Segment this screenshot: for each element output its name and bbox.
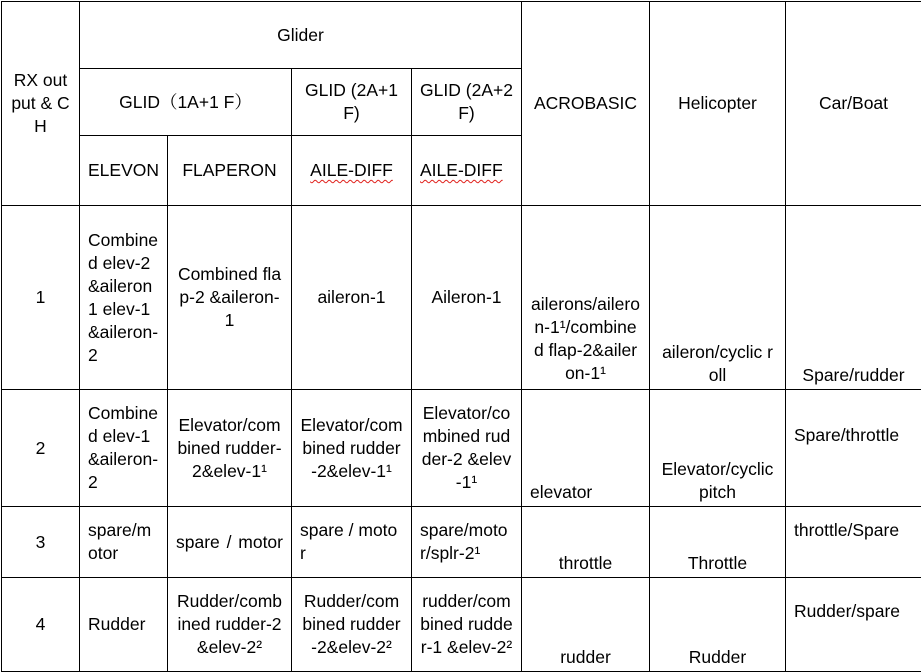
table-row (2, 507, 921, 578)
channel-number: 3 (2, 507, 80, 578)
elevon-header: ELEVON (80, 136, 168, 206)
flaperon-cell: spare / motor (168, 507, 292, 578)
glid-2a1f-header: GLID (2A+1F) (292, 69, 412, 136)
aile-diff-cell-1: aileron-1 (292, 206, 412, 390)
aile-diff-label-2: AILE-DIFF (420, 160, 503, 180)
glider-header: Glider (80, 2, 522, 69)
helicopter-cell: aileron/cyclic roll (650, 206, 786, 390)
aile-diff-cell-2: rudder/combined rudder-1 &elev-2² (412, 578, 522, 672)
flaperon-cell: Combined flap-2 &aileron-1 (168, 206, 292, 390)
aile-diff-cell-1: Rudder/combined rudder-2&elev-2² (292, 578, 412, 672)
carboat-cell: Rudder/spare (786, 578, 921, 672)
table-row (2, 578, 921, 672)
aile-diff-cell-2: Elevator/combined rudder-2 &elev-1¹ (412, 390, 522, 507)
flaperon-header: FLAPERON (168, 136, 292, 206)
channel-number: 2 (2, 390, 80, 507)
flaperon-cell: Rudder/combined rudder-2&elev-2² (168, 578, 292, 672)
helicopter-cell: Throttle (650, 507, 786, 578)
table-row (2, 390, 921, 507)
helicopter-cell: Elevator/cyclic pitch (650, 390, 786, 507)
acrobasic-cell: ailerons/aileron-1¹/combined flap-2&aileron-1¹ (522, 206, 650, 390)
table-row (2, 206, 921, 390)
carboat-cell: Spare/throttle (786, 390, 921, 507)
elevon-cell: Rudder (80, 578, 168, 672)
aile-diff-cell-1: Elevator/combined rudder-2&elev-1¹ (292, 390, 412, 507)
helicopter-header: Helicopter (650, 2, 786, 206)
carboat-cell: throttle/Spare (786, 507, 921, 578)
acrobasic-cell: throttle (522, 507, 650, 578)
aile-diff-cell-2: spare/motor/splr-2¹ (412, 507, 522, 578)
glid-1a1f-header: GLID（1A+1 F） (80, 69, 292, 136)
flaperon-cell: Elevator/combined rudder-2&elev-1¹ (168, 390, 292, 507)
header-row-1 (2, 2, 921, 69)
elevon-cell: Combined elev-1 &aileron-2 (80, 390, 168, 507)
rx-output-header: RX output & CH (2, 2, 80, 206)
aile-diff-cell-1: spare / motor (292, 507, 412, 578)
acrobasic-cell: rudder (522, 578, 650, 672)
acrobasic-header: ACROBASIC (522, 2, 650, 206)
channel-assignment-table (1, 1, 921, 672)
channel-number: 4 (2, 578, 80, 672)
aile-diff-header-2 (412, 136, 522, 206)
channel-number: 1 (2, 206, 80, 390)
elevon-cell: spare/motor (80, 507, 168, 578)
aile-diff-label-1: AILE-DIFF (310, 160, 393, 180)
acrobasic-cell: elevator (522, 390, 650, 507)
aile-diff-header-1 (292, 136, 412, 206)
helicopter-cell: Rudder (650, 578, 786, 672)
elevon-cell: Combined elev-2 &aileron1 elev-1 &aileron-2 (80, 206, 168, 390)
carboat-cell: Spare/rudder (786, 206, 921, 390)
carboat-header: Car/Boat (786, 2, 921, 206)
glid-2a2f-header: GLID (2A+2F) (412, 69, 522, 136)
aile-diff-cell-2: Aileron-1 (412, 206, 522, 390)
